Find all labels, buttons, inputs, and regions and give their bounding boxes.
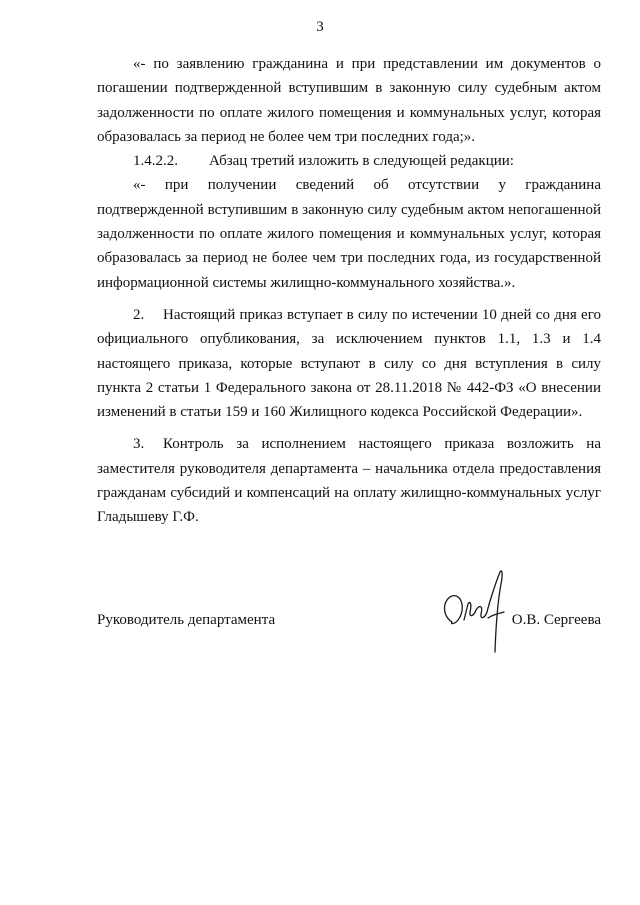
paragraph-number: 1.4.2.2. <box>133 153 178 170</box>
paragraph-3 <box>97 432 601 529</box>
paragraph-number: 3. <box>133 436 145 453</box>
paragraph-text: Контроль за исполнением настоящего приказа возложить на заместителя руководителя департамента – начальника отдела предоставления гражданам субсидий и компенсаций на оплату жилищно-коммунальных услуг Гладышеву Г.Ф. <box>97 436 601 526</box>
paragraph-number: 2. <box>133 306 145 323</box>
signature-row <box>97 612 601 636</box>
paragraph-text: Настоящий приказ вступает в силу по истечении 10 дней со дня его официального опубликования, за исключением пунктов 1.1, 1.3 и 1.4 настоящего приказа, которые вступают в силу со дня вступления в силу пункта 2 статьи 1 Федерального закона от 28.11.2018 № 442-ФЗ «О внесении изменений в статьи 159 и 160 Жилищного кодекса Российской Федерации». <box>97 306 601 421</box>
page-number: 3 <box>316 19 324 35</box>
paragraph-quote-1: «- по заявлению гражданина и при представлении им документов о погашении подтвержденной вступившим в законную силу судебным актом задолженности по оплате жилого помещения и коммунальных услуг, которая образовалась за период не более чем три последних года;». <box>97 56 601 145</box>
paragraph-2 <box>97 303 601 424</box>
signatory-position: Руководитель департамента <box>97 612 276 628</box>
paragraph-text: Абзац третий изложить в следующей редакции: <box>209 153 514 170</box>
paragraph-1-4-2-2 <box>97 149 601 173</box>
signatory-name: О.В. Сергеева <box>511 612 601 628</box>
document-body <box>97 52 601 530</box>
handwritten-signature <box>436 560 516 660</box>
paragraph-quote-2: «- при получении сведений об отсутствии у гражданина подтвержденной вступившим в законную силу судебным актом непогашенной задолженности по оплате жилого помещения и коммунальных услуг, которая образовалась за период не более чем три последних года, из государственной информационной системы жилищно-коммунального хозяйства.». <box>97 177 601 291</box>
